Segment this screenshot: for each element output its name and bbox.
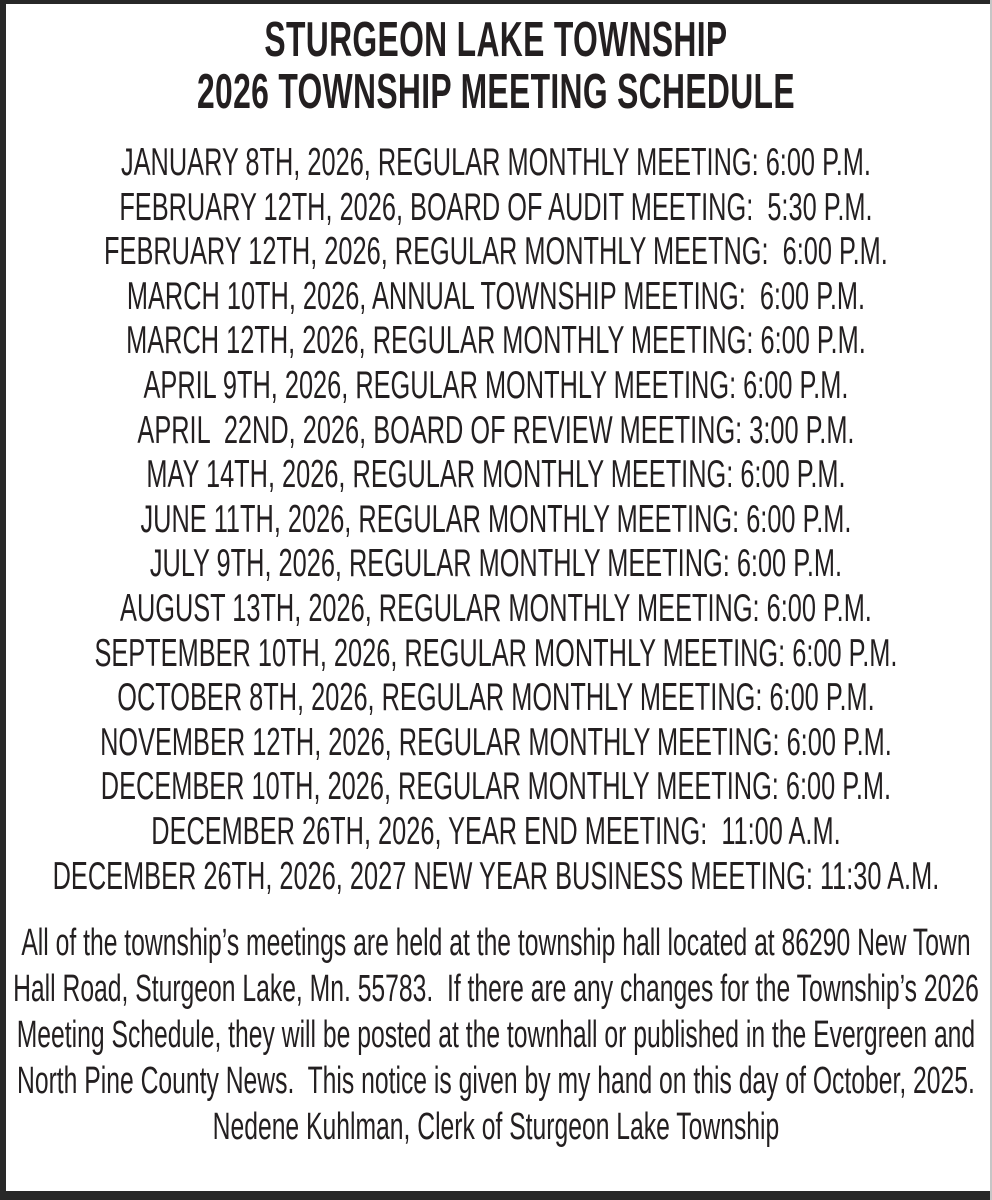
schedule-line: JANUARY 8TH, 2026, REGULAR MONTHLY MEETING: 6:00 P.M. — [120, 141, 871, 184]
schedule-line: DECEMBER 26TH, 2026, 2027 NEW YEAR BUSINESS MEETING: 11:30 A.M. — [52, 854, 940, 898]
meeting-schedule-list — [0, 141, 992, 899]
frame-bottom-edge — [0, 1191, 992, 1200]
title-township-name: STURGEON LAKE TOWNSHIP — [264, 13, 728, 67]
schedule-line: MAY 14TH, 2026, REGULAR MONTHLY MEETING: 6:00 P.M. — [146, 453, 846, 497]
schedule-line: FEBRUARY 12TH, 2026, BOARD OF AUDIT MEETING: 5:30 P.M. — [119, 185, 873, 229]
notice-title — [0, 0, 992, 118]
schedule-line: APRIL 22ND, 2026, BOARD OF REVIEW MEETING: 3:00 P.M. — [137, 408, 855, 452]
schedule-line: JUNE 11TH, 2026, REGULAR MONTHLY MEETING: 6:00 P.M. — [140, 497, 852, 541]
clerk-signature: Nedene Kuhlman, Clerk of Sturgeon Lake Township — [212, 1106, 780, 1149]
schedule-line: SEPTEMBER 10TH, 2026, REGULAR MONTHLY MEETING: 6:00 P.M. — [94, 631, 898, 675]
title-schedule-heading: 2026 TOWNSHIP MEETING SCHEDULE — [196, 65, 795, 119]
schedule-line: DECEMBER 10TH, 2026, REGULAR MONTHLY MEETING: 6:00 P.M. — [100, 765, 892, 809]
location-and-publication-paragraph: All of the township’s meetings are held at the township hall located at 86290 New Town Hall Road, Sturgeon Lake, Mn. 55783. If there are any changes for the Township’s 2026 Meeting Schedule, they will be posted at the townhall or published in the Evergreen and North Pine County News. This notice is given by my hand on this day of October, 2025. — [13, 922, 986, 1103]
schedule-line: AUGUST 13TH, 2026, REGULAR MONTHLY MEETING: 6:00 P.M. — [120, 586, 872, 630]
schedule-line: APRIL 9TH, 2026, REGULAR MONTHLY MEETING: 6:00 P.M. — [143, 363, 849, 407]
schedule-line: MARCH 10TH, 2026, ANNUAL TOWNSHIP MEETING: 6:00 P.M. — [126, 274, 866, 318]
schedule-line: MARCH 12TH, 2026, REGULAR MONTHLY MEETING: 6:00 P.M. — [126, 319, 866, 363]
notice-footer — [0, 920, 992, 1150]
schedule-line: OCTOBER 8TH, 2026, REGULAR MONTHLY MEETING: 6:00 P.M. — [117, 676, 875, 720]
schedule-line: FEBRUARY 12TH, 2026, REGULAR MONTHLY MEETNG: 6:00 P.M. — [104, 230, 888, 274]
schedule-line: DECEMBER 26TH, 2026, YEAR END MEETING: 11:00 A.M. — [151, 809, 841, 853]
schedule-line: JULY 9TH, 2026, REGULAR MONTHLY MEETING: 6:00 P.M. — [149, 542, 843, 586]
schedule-line: NOVEMBER 12TH, 2026, REGULAR MONTHLY MEETING: 6:00 P.M. — [100, 720, 892, 764]
